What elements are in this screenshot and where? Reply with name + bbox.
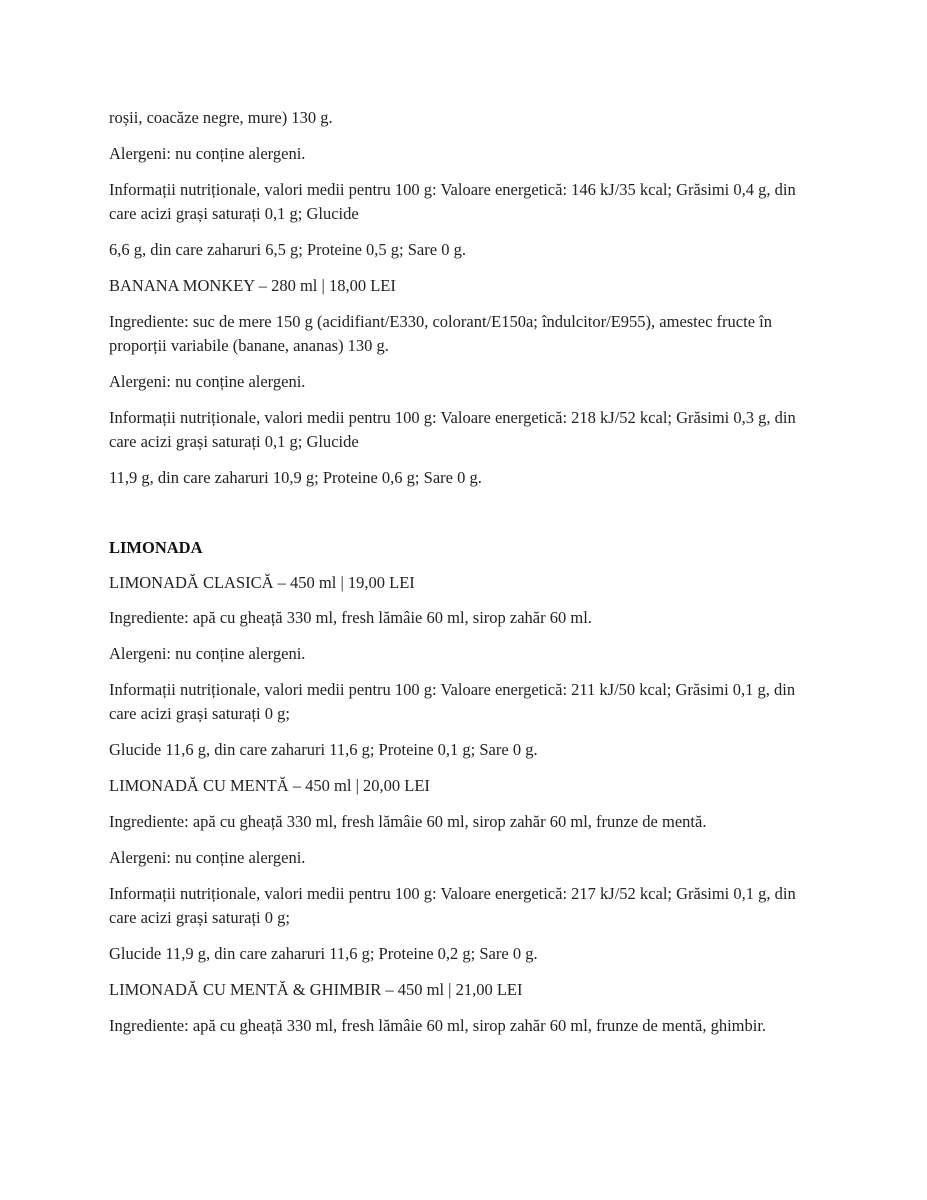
ingredients-text: Ingrediente: suc de mere 150 g (acidifiant/E330, colorant/E150a; îndulcitor/E955), amestec fructe în proporții variabile (banane, ananas) 130 g. (109, 312, 772, 355)
ingredients-continuation: roșii, coacăze negre, mure) 130 g. (109, 108, 333, 127)
allergens-text: Alergeni: nu conține alergeni. (109, 848, 306, 867)
ingredients-text: Ingrediente: apă cu gheață 330 ml, fresh lămâie 60 ml, sirop zahăr 60 ml, frunze de mentă. (109, 812, 707, 831)
nutrition-info: Informații nutriționale, valori medii pentru 100 g: Valoare energetică: 211 kJ/50 kcal; Grăsimi 0,1 g, din care acizi grași saturați 0 g; (109, 680, 796, 723)
nutrition-info-continued: 11,9 g, din care zaharuri 10,9 g; Proteine 0,6 g; Sare 0 g. (109, 468, 482, 487)
allergens-text: Alergeni: nu conține alergeni. (109, 144, 306, 163)
allergens-text: Alergeni: nu conține alergeni. (109, 644, 306, 663)
nutrition-info: Informații nutriționale, valori medii pentru 100 g: Valoare energetică: 218 kJ/52 kcal; Grăsimi 0,3 g, din care acizi grași saturați 0,1 g; Glucide (109, 408, 796, 451)
product-title-limonada-menta: LIMONADĂ CU MENTĂ – 450 ml | 20,00 LEI (109, 776, 430, 795)
allergens-text: Alergeni: nu conține alergeni. (109, 372, 306, 391)
document-page (109, 106, 809, 1050)
ingredients-text: Ingrediente: apă cu gheață 330 ml, fresh lămâie 60 ml, sirop zahăr 60 ml, frunze de mentă, ghimbir. (109, 1016, 767, 1035)
nutrition-info-continued: Glucide 11,6 g, din care zaharuri 11,6 g; Proteine 0,1 g; Sare 0 g. (109, 740, 538, 759)
product-title-limonada-menta-ghimbir: LIMONADĂ CU MENTĂ & GHIMBIR – 450 ml | 21,00 LEI (109, 980, 523, 999)
nutrition-info-continued: Glucide 11,9 g, din care zaharuri 11,6 g; Proteine 0,2 g; Sare 0 g. (109, 944, 538, 963)
nutrition-info-continued: 6,6 g, din care zaharuri 6,5 g; Proteine 0,5 g; Sare 0 g. (109, 240, 466, 259)
ingredients-text: Ingrediente: apă cu gheață 330 ml, fresh lămâie 60 ml, sirop zahăr 60 ml. (109, 608, 592, 627)
nutrition-info: Informații nutriționale, valori medii pentru 100 g: Valoare energetică: 217 kJ/52 kcal; Grăsimi 0,1 g, din care acizi grași saturați 0 g; (109, 884, 796, 927)
nutrition-info: Informații nutriționale, valori medii pentru 100 g: Valoare energetică: 146 kJ/35 kcal; Grăsimi 0,4 g, din care acizi grași saturați 0,1 g; Glucide (109, 180, 796, 223)
product-title-limonada-clasica: LIMONADĂ CLASICĂ – 450 ml | 19,00 LEI (109, 573, 415, 592)
product-title-banana-monkey: BANANA MONKEY – 280 ml | 18,00 LEI (109, 276, 396, 295)
section-heading-limonada: LIMONADA (109, 538, 203, 557)
